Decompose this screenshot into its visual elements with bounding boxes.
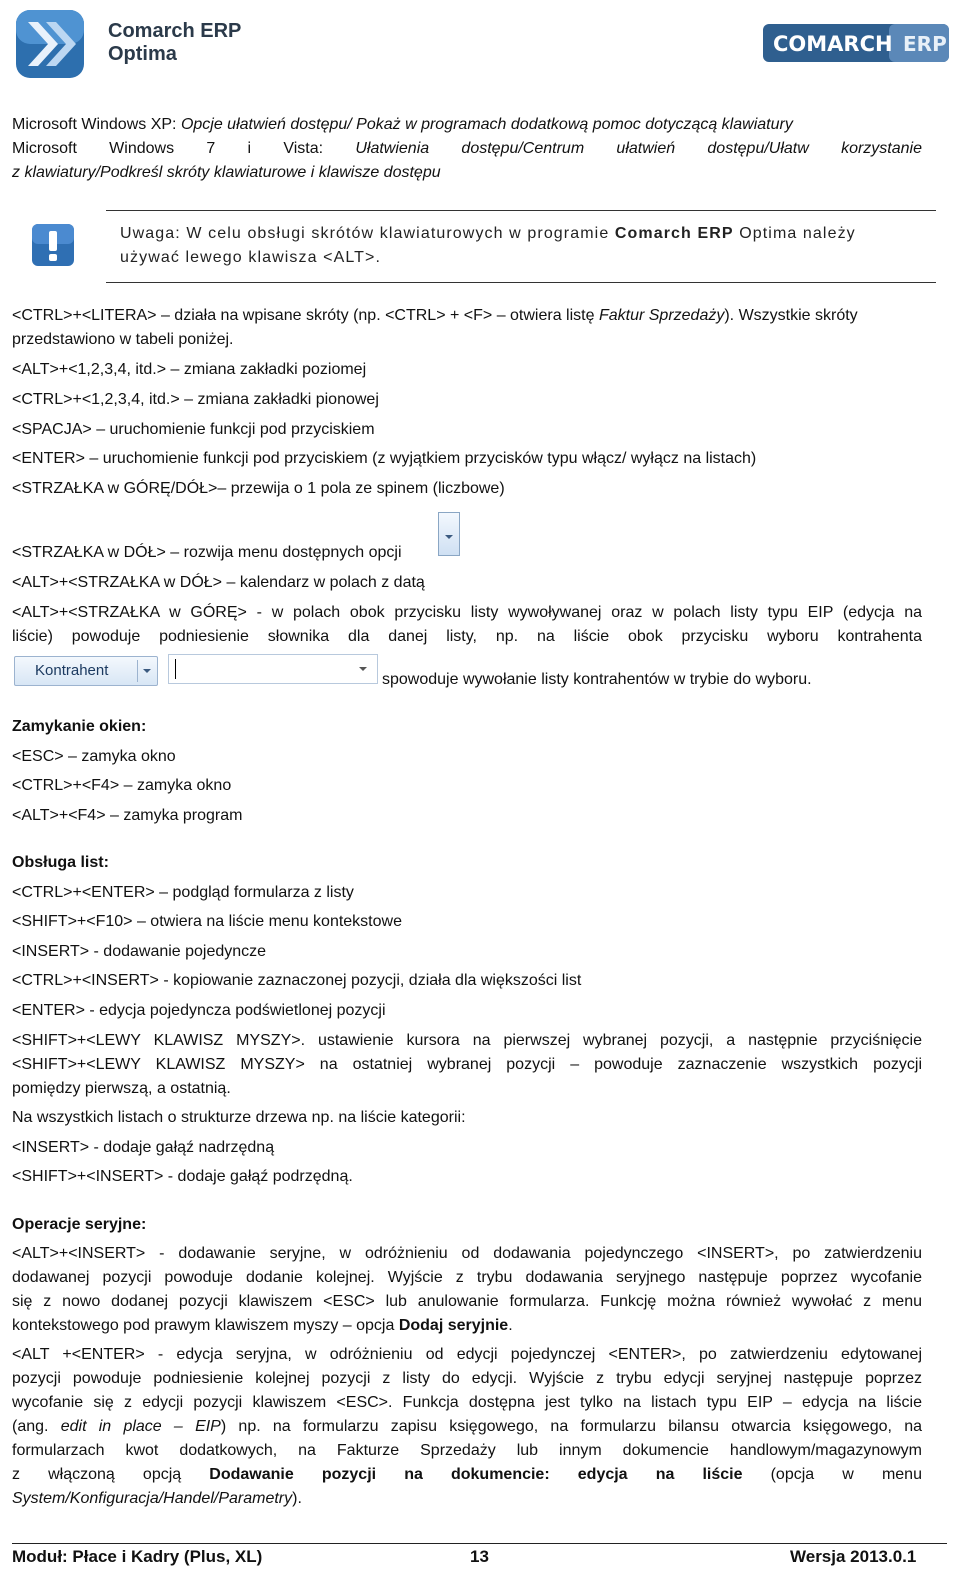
lists-item: <ENTER> - edycja pojedyncza podświetlonej pozycji — [12, 1002, 386, 1019]
intro-line2-path: Ułatwienia dostępu/Centrum ułatwień dostępu/Ułatw korzystanie — [355, 140, 922, 157]
serial-p2-line4 — [12, 1415, 922, 1439]
serial-p2-line4a: (ang. — [12, 1418, 61, 1435]
lists-heading: Obsługa list: — [12, 854, 109, 871]
intro-line2 — [12, 137, 922, 161]
serial-p1-line4c: . — [508, 1317, 513, 1334]
serial-p2-line6c: (opcja w menu — [742, 1466, 922, 1483]
serial-heading: Operacje seryjne: — [12, 1216, 147, 1233]
serial-p1-line3: się z nowo dodanej pozycji klawiszem <ESC> lub anulowanie formularza. Funkcję można również wywołać z menu — [12, 1293, 922, 1310]
note-line2: używać lewego klawisza <ALT>. — [120, 249, 382, 266]
serial-p2-line1: <ALT +<ENTER> - edycja seryjna, w odróżnieniu od edycji pojedynczej <ENTER>, po zatwierdzeniu edytowanej — [12, 1346, 922, 1363]
closing-item: <ESC> – zamyka okno — [12, 748, 176, 765]
serial-p2-line4c: ) np. na formularzu zapisu księgowego, na formularzu bilansu otwarcia księgowego, na — [220, 1418, 923, 1435]
lists-shift-line3: pomiędzy pierwszą, a ostatnią. — [12, 1080, 231, 1097]
text-caret — [175, 659, 176, 679]
logo-erp-text: ERP — [903, 32, 947, 56]
shortcut-enter: <ENTER> – uruchomienie funkcji pod przyciskiem (z wyjątkiem przycisków typu włącz/ wyłącz na listach) — [12, 450, 757, 467]
lists-item: <INSERT> - dodawanie pojedyncze — [12, 943, 267, 960]
s1-b: Faktur Sprzedaży — [598, 307, 725, 324]
s1-line2: przedstawiono w tabeli poniżej. — [12, 331, 234, 348]
shortcut-space: <SPACJA> – uruchomienie funkcji pod przyciskiem — [12, 421, 375, 438]
s1-c: ). Wszystkie skróty — [724, 307, 858, 324]
lists-item: <CTRL>+<INSERT> - kopiowanie zaznaczonej pozycji, działa dla większości list — [12, 972, 582, 989]
comarch-optima-logo-icon — [14, 8, 86, 80]
intro-line2-label: Microsoft Windows 7 i Vista: — [12, 140, 356, 157]
note-suffix: Optima należy — [733, 225, 856, 242]
shortcut-alt-arrow-up-line1: <ALT>+<STRZAŁKA w GÓRĘ> - w polach obok przycisku listy wywoływanej oraz w polach listy typu EIP (edycja na — [12, 604, 922, 621]
s1-a: <CTRL>+<LITERA> – działa na wpisane skróty (np. <CTRL> + <F> – otwiera listę — [12, 307, 599, 324]
brand-name — [108, 20, 241, 66]
footer-version: Wersja 2013.0.1 — [790, 1547, 917, 1566]
intro-line1 — [12, 113, 920, 137]
kontrahent-combo-input[interactable] — [168, 654, 378, 684]
footer-module: Moduł: Płace i Kadry (Plus, XL) — [12, 1547, 263, 1566]
intro-line3: z klawiatury/Podkreśl skróty klawiaturowe i klawisze dostępu — [12, 164, 441, 181]
serial-p2-line6a: z włączoną opcją — [12, 1466, 210, 1483]
closing-heading: Zamykanie okien: — [12, 718, 147, 735]
chevron-down-icon — [359, 667, 367, 671]
closing-item: <CTRL>+<F4> – zamyka okno — [12, 777, 232, 794]
lists-shift-line1: <SHIFT>+<LEWY KLAWISZ MYSZY>. ustawienie kursora na pierwszej wybranej pozycji, a następnie przyciśnięcie — [12, 1032, 922, 1049]
serial-p2-line3: wycofanie się z edycji pozycji klawiszem <ESC>. Funkcja dostępna jest tylko na listach typu EIP – edycja na liście — [12, 1394, 922, 1411]
lists-tree-item: <INSERT> - dodaje gałąź nadrzędną — [12, 1139, 275, 1156]
note-divider-top — [106, 210, 936, 211]
lists-item: <SHIFT>+<F10> – otwiera na liście menu kontekstowe — [12, 913, 402, 930]
serial-p2-line7-end: ). — [292, 1490, 302, 1507]
shortcut-arrow-down: <STRZAŁKA w DÓŁ> – rozwija menu dostępnych opcji — [12, 544, 402, 561]
serial-p2-line5: formularzach kwot dodatkowych, na Fakturze Sprzedaży lub innym dokumencie handlowym/magazynowym — [12, 1442, 922, 1459]
dropdown-arrow-widget[interactable] — [438, 512, 460, 556]
warning-exclamation-icon — [30, 222, 76, 268]
shortcut-alt-arrow-up-line3: spowoduje wywołanie listy kontrahentów w trybie do wyboru. — [382, 671, 812, 688]
serial-p1-line2: dodawanej pozycji powoduje dodanie kolejnej. Wyjście z trybu dodawania seryjnego następuje poprzez wycofanie — [12, 1269, 922, 1286]
lists-item: <CTRL>+<ENTER> – podgląd formularza z listy — [12, 884, 354, 901]
shortcut-alt-number: <ALT>+<1,2,3,4, itd.> – zmiana zakładki poziomej — [12, 361, 367, 378]
note-bold: Comarch ERP — [614, 225, 734, 242]
button-separator — [137, 660, 138, 682]
serial-p2-line4b: edit in place – EIP — [60, 1418, 221, 1435]
lists-shift-line2: <SHIFT>+<LEWY KLAWISZ MYSZY> na ostatniej wybranej pozycji – powoduje zaznaczenie wszystkich pozycji — [12, 1056, 922, 1073]
brand-line2: Optima — [108, 43, 177, 65]
serial-p2-line7-path: System/Konfiguracja/Handel/Parametry — [12, 1490, 293, 1507]
logo-text: COMARCH — [773, 32, 893, 56]
intro-line1-label: Microsoft Windows XP: — [12, 116, 181, 133]
chevron-down-icon — [445, 535, 453, 539]
serial-p1-line4a: kontekstowego pod prawym klawiszem myszy – opcja — [12, 1317, 399, 1334]
shortcut-ctrl-number: <CTRL>+<1,2,3,4, itd.> – zmiana zakładki pionowej — [12, 391, 379, 408]
shortcut-alt-arrow-up-line2: liście) powoduje podniesienie słownika dla danej listy, np. na liście obok przycisku wyboru kontrahenta — [12, 628, 922, 645]
shortcut-arrow-up-down: <STRZAŁKA w GÓRĘ/DÓŁ>– przewija o 1 pola ze spinem (liczbowe) — [12, 480, 505, 497]
shortcut-ctrl-letter — [12, 304, 927, 352]
serial-p2-line6b: Dodawanie pozycji na dokumencie: edycja na liście — [209, 1466, 743, 1483]
kontrahent-button[interactable] — [14, 656, 158, 686]
serial-p2-line6 — [12, 1463, 922, 1487]
serial-p1-line1: <ALT>+<INSERT> - dodawanie seryjne, w odróżnieniu od dodawania pojedynczego <INSERT>, po zatwierdzeniu — [12, 1245, 922, 1262]
lists-tree-intro: Na wszystkich listach o strukturze drzewa np. na liście kategorii: — [12, 1109, 466, 1126]
chevron-down-icon — [143, 669, 151, 673]
comarch-erp-logo — [763, 24, 949, 62]
shortcut-alt-arrow-down: <ALT>+<STRZAŁKA w DÓŁ> – kalendarz w polach z datą — [12, 574, 425, 591]
lists-tree-item: <SHIFT>+<INSERT> - dodaje gałąź podrzędną. — [12, 1168, 353, 1185]
intro-line1-path: Opcje ułatwień dostępu/ Pokaż w programach dodatkową pomoc dotyczącą klawiatury — [180, 116, 793, 133]
kontrahent-button-label: Kontrahent — [35, 662, 109, 679]
serial-p1-line4b: Dodaj seryjnie — [398, 1317, 509, 1334]
serial-p1-line4 — [12, 1314, 513, 1338]
note-text — [120, 222, 930, 270]
brand-line1: Comarch ERP — [108, 20, 242, 42]
note-divider-bottom — [106, 282, 936, 283]
note-prefix: Uwaga: W celu obsługi skrótów klawiaturowych w programie — [120, 225, 615, 242]
serial-p2-line2: pozycji powoduje podniesienie kolejnej pozycji z listy do edycji. Wyjście z trybu edycji seryjnej następuje poprzez — [12, 1370, 922, 1387]
footer-divider — [12, 1543, 947, 1544]
serial-p2-line7 — [12, 1487, 302, 1511]
footer-page-number: 13 — [470, 1547, 489, 1566]
closing-item: <ALT>+<F4> – zamyka program — [12, 807, 243, 824]
